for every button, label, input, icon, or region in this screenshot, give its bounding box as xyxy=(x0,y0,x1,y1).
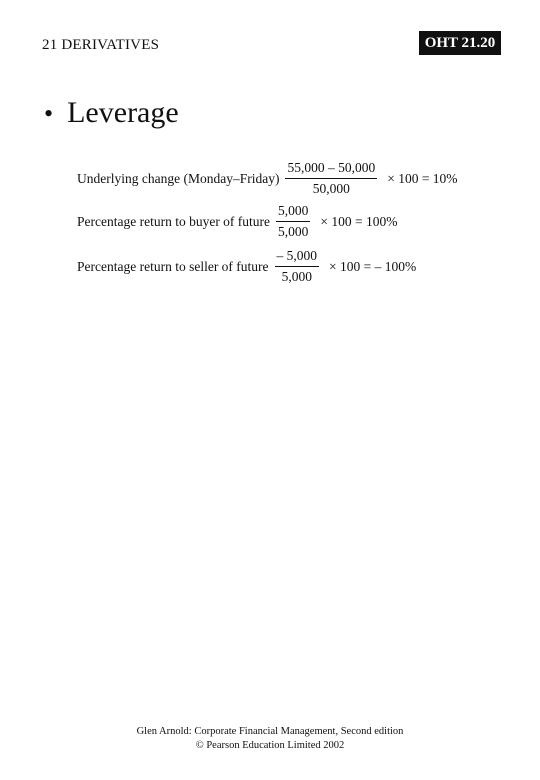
footer-copyright: © Pearson Education Limited 2002 xyxy=(195,740,345,751)
denominator: 50,000 xyxy=(312,181,350,196)
formula-underlying-change xyxy=(77,160,458,197)
slide-number-badge: OHT 21.20 xyxy=(419,31,501,55)
numerator: – 5,000 xyxy=(275,248,320,267)
footer xyxy=(0,725,540,753)
formula-seller-return xyxy=(77,248,416,285)
fraction xyxy=(275,248,320,285)
formula-label: Underlying change (Monday–Friday) xyxy=(77,170,280,186)
slide-title-text: Leverage xyxy=(67,96,179,129)
denominator: 5,000 xyxy=(281,269,312,284)
formula-result: × 100 = 100% xyxy=(320,213,398,229)
formula-label: Percentage return to buyer of future xyxy=(77,213,271,229)
fraction xyxy=(285,160,377,197)
formula-result: × 100 = 10% xyxy=(387,170,458,186)
formula-label: Percentage return to seller of future xyxy=(77,258,269,274)
denominator: 5,000 xyxy=(278,224,309,239)
numerator: 5,000 xyxy=(276,203,310,222)
bullet-icon: • xyxy=(44,99,54,128)
numerator: 55,000 – 50,000 xyxy=(285,160,377,179)
footer-citation: Glen Arnold: Corporate Financial Management, Second edition xyxy=(136,726,404,737)
formula-result: × 100 = – 100% xyxy=(329,258,417,274)
chapter-heading: 21 DERIVATIVES xyxy=(42,37,160,53)
fraction xyxy=(276,203,310,240)
formula-buyer-return xyxy=(77,203,398,240)
slide-title xyxy=(44,96,179,130)
